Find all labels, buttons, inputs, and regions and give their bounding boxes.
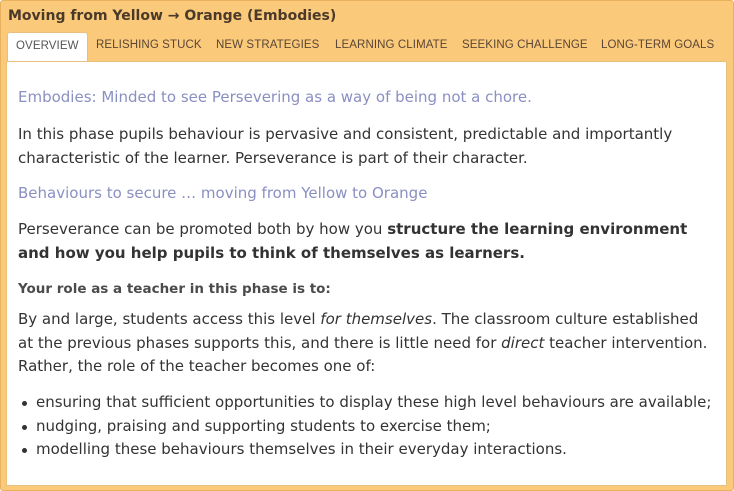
teacher-role-text-c: teacher intervention. Rather, the role of the teacher becomes one of: bbox=[18, 333, 708, 375]
teacher-role-em-direct: direct bbox=[501, 333, 545, 352]
teacher-role-heading: Your role as a teacher in this phase is to: bbox=[18, 281, 331, 297]
promotion-text: Perseverance can be promoted both by how you bbox=[18, 220, 388, 238]
promotion-emphasis: structure the learning environment and how you help pupils to think of themselves as learners. bbox=[18, 220, 688, 262]
bullet-icon bbox=[22, 401, 27, 406]
panel-title: Moving from Yellow → Orange (Embodies) bbox=[8, 8, 337, 24]
intro-paragraph: In this phase pupils behaviour is pervasive and consistent, predictable and importantly characteristic of the learner. Perseverance is part of their character. bbox=[18, 125, 673, 167]
list-item: nudging, praising and supporting students to exercise them; bbox=[18, 415, 711, 439]
promotion-paragraph bbox=[18, 218, 718, 265]
tab-relishing-stuck[interactable]: RELISHING STUCK bbox=[96, 39, 202, 51]
tab-long-term-goals[interactable]: LONG-TERM GOALS bbox=[601, 39, 715, 51]
teacher-role-list bbox=[18, 391, 711, 462]
tab-new-strategies[interactable]: NEW STRATEGIES bbox=[216, 39, 320, 51]
teacher-role-em-themselves: for themselves bbox=[320, 310, 433, 328]
list-item: modelling these behaviours themselves in their everyday interactions. bbox=[18, 438, 711, 462]
tab-overview[interactable]: OVERVIEW bbox=[7, 32, 88, 62]
bullet-icon bbox=[22, 448, 27, 453]
tab-seeking-challenge[interactable]: SEEKING CHALLENGE bbox=[462, 39, 588, 51]
teacher-role-paragraph bbox=[18, 308, 718, 379]
tab-content-overview bbox=[6, 61, 727, 486]
list-item: ensuring that sufficient opportunities to display these high level behaviours are available; bbox=[18, 391, 711, 415]
tab-learning-climate[interactable]: LEARNING CLIMATE bbox=[335, 39, 448, 51]
bullet-icon bbox=[22, 425, 27, 430]
teacher-role-text-b: . The classroom culture established at the previous phases supports this, and there is little need for bbox=[18, 310, 699, 352]
section-heading-behaviours: Behaviours to secure … moving from Yellow to Orange bbox=[18, 184, 428, 202]
teacher-role-text-a: By and large, students access this level bbox=[18, 310, 321, 328]
section-heading-embodies: Embodies: Minded to see Persevering as a way of being not a chore. bbox=[18, 88, 532, 106]
